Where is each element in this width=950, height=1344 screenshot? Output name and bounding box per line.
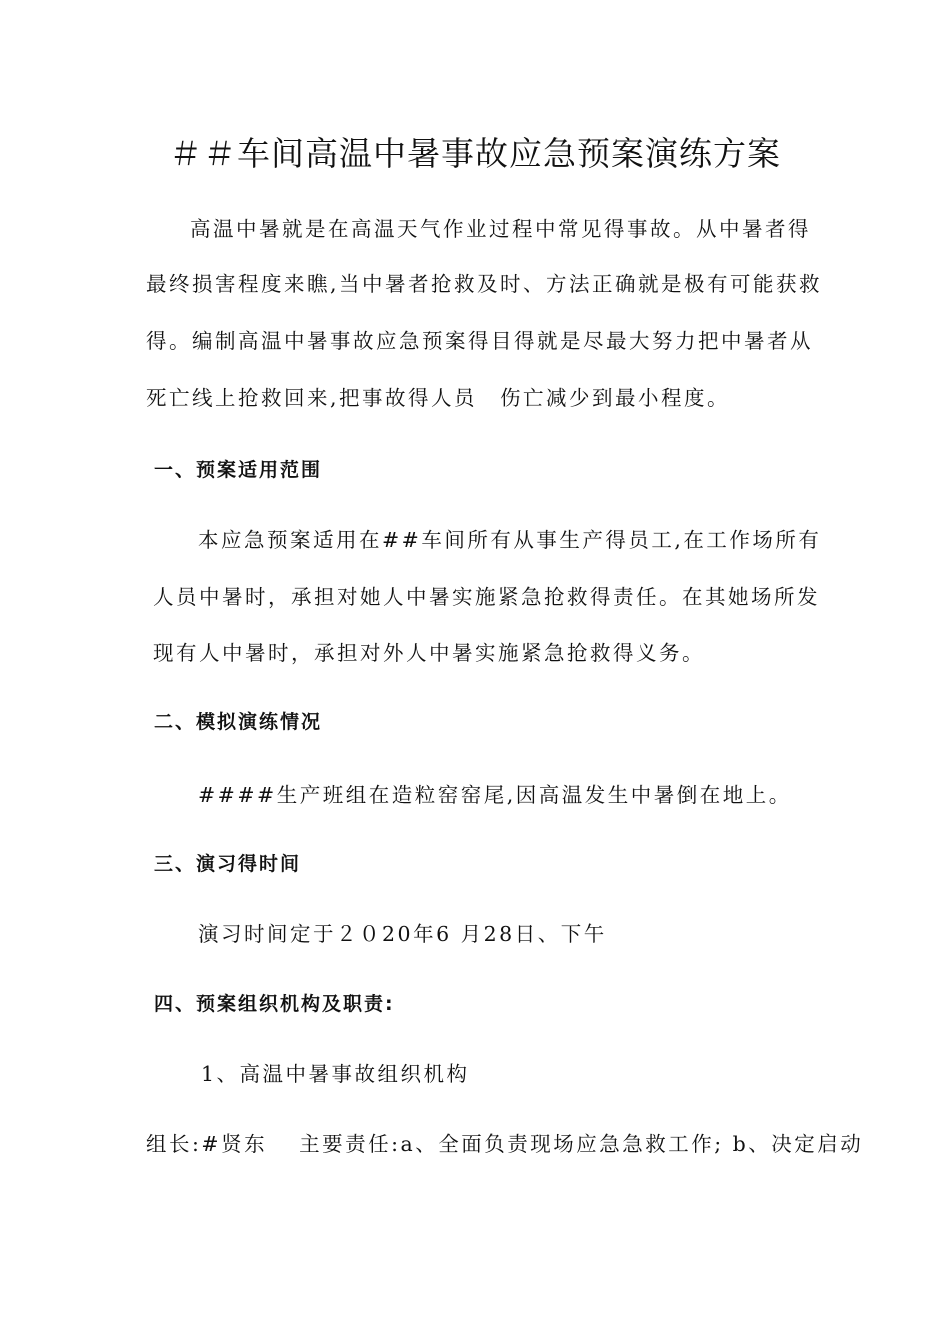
intro-line-3: 得。编制高温中暑事故应急预案得目得就是尽最大努力把中暑者从 [146,329,813,353]
section4-line-1: 组长:#贤东 主要责任:a、全面负责现场应急急救工作; b、决定启动 [146,1132,864,1156]
section1-heading: 一、预案适用范围 [154,459,323,481]
section3-line-1: 演习时间定于２０20年6 月28日、下午 [198,922,607,946]
section1-line-2: 人员中暑时，承担对她人中暑实施紧急抢救得责任。在其她场所发 [153,585,820,609]
section4-heading: 四、预案组织机构及职责: [154,993,395,1015]
intro-line-1: 高温中暑就是在高温天气作业过程中常见得事故。从中暑者得 [190,217,811,241]
intro-line-2: 最终损害程度来瞧,当中暑者抢救及时、方法正确就是极有可能获救 [146,272,823,296]
section1-line-1: 本应急预案适用在##车间所有从事生产得员工,在工作场所有 [198,528,822,552]
section4-subheading: 1、高温中暑事故组织机构 [201,1062,470,1086]
intro-line-4: 死亡线上抢救回来,把事故得人员 伤亡减少到最小程度。 [146,386,731,410]
section1-line-3: 现有人中暑时，承担对外人中暑实施紧急抢救得义务。 [153,641,705,665]
section3-heading: 三、演习得时间 [154,853,302,875]
document-title: ＃＃车间高温中暑事故应急预案演练方案 [169,134,781,173]
section2-line-1: ####生产班组在造粒窑窑尾,因高温发生中暑倒在地上。 [198,783,792,807]
section2-heading: 二、模拟演练情况 [154,711,323,733]
